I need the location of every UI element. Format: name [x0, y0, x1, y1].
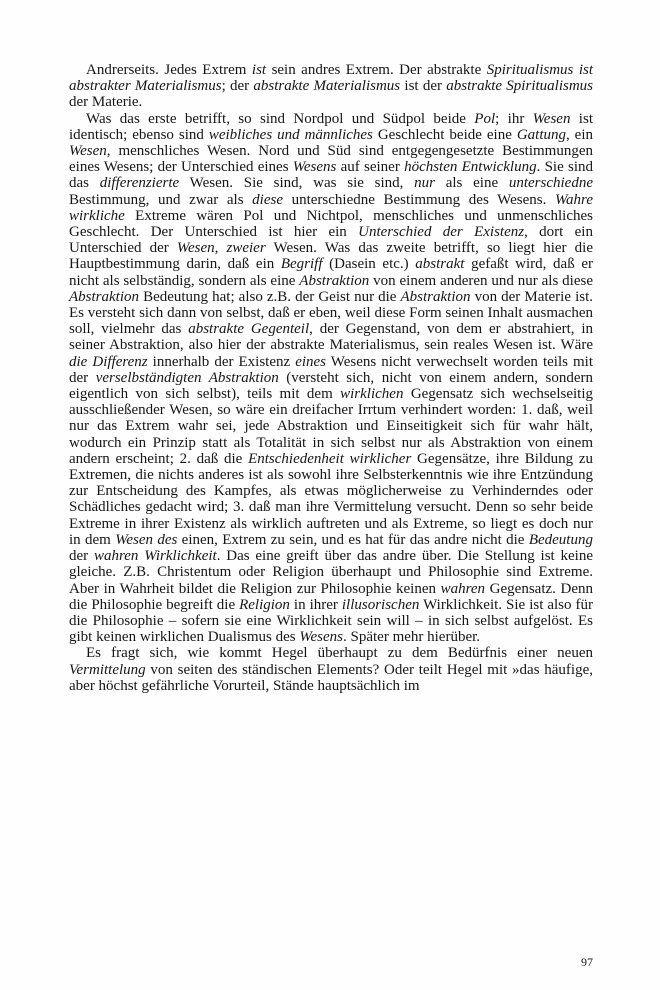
body-text-run: von einem anderen und nur als diese [369, 272, 593, 289]
body-text-run: Wirklichkeit. Sie ist also für die Philosophie – sofern sie eine Wirklichkeit sein will – in sich selbst aufgelöst. Es gibt keinen wirklichen Dualismus des [69, 596, 593, 646]
body-text-run: ; der [221, 78, 254, 95]
emphasized-text: Wesen, zweier [176, 240, 266, 257]
body-text-run: Geschlecht beide eine [372, 126, 517, 143]
emphasized-text: Wesens [299, 629, 343, 646]
body-text-run: ist identisch; ebenso sind [69, 110, 593, 143]
emphasized-text: verselbständigten Abstraktion [95, 369, 279, 386]
paragraph [69, 62, 593, 111]
body-text-run: Was das erste betrifft, so sind Nordpol und Südpol beide [86, 110, 475, 127]
emphasized-text: abstrakte Gegenteil [188, 321, 310, 338]
emphasized-text: differenzierte [99, 175, 180, 192]
body-text-run: auf seiner [336, 159, 405, 176]
emphasized-text: Vermittelung [69, 661, 146, 678]
emphasized-text: wahren [440, 580, 486, 597]
body-text-run: Gegensatz sich wechselseitig ausschließender Wesen, so wäre ein dreifacher Irrtum verhindert worden: 1. daß, weil nur das Extrem wahr sei, jede Abstraktion und Einseitigkeit sich für wahr hält, wodurch ein Prinzip statt als Totalität in sich selbst nur als Abstraktion von einem andern erscheint; 2. daß die [69, 386, 593, 467]
paragraph [69, 111, 593, 646]
body-text-run: der [69, 548, 94, 565]
body-text-run: innerhalb der Existenz [147, 353, 296, 370]
body-text-run: sein andres Extrem. Der abstrakte [266, 62, 487, 78]
body-text-run: Gegensatz. Denn die Philosophie begreift die [69, 580, 593, 613]
body-text-run: , menschliches Wesen. Nord und Süd sind entgegengesetzte Bestimmungen eines Wesens; der Unterschied eines [69, 143, 593, 176]
body-text-run: Andrerseits. Jedes Extrem [86, 62, 252, 78]
body-text-run: ; ihr [495, 110, 533, 127]
emphasized-text: unterschiedne [508, 175, 593, 192]
emphasized-text: Wahre wirkliche [69, 191, 593, 224]
emphasized-text: abstrakt [415, 256, 465, 273]
emphasized-text: illusorischen [341, 596, 420, 613]
body-text-run: gefaßt wird, daß er nicht als selbständig, sondern als eine [69, 256, 593, 289]
emphasized-text: eines [295, 353, 327, 370]
emphasized-text: Wesens [292, 159, 337, 176]
body-text-run: , dort ein Unterschied der [69, 224, 593, 257]
emphasized-text: wirklichen [340, 386, 404, 403]
body-text-run: Wesens nicht verwechselt worden teils mit der [69, 353, 593, 386]
emphasized-text: abstrakte Materialismus [253, 78, 401, 95]
body-text-run: Gegensätze, ihre Bildung zu Extremen, die nichts anderes ist als sowohl ihre Selbsterkenntnis wie ihre Entzündung zur Entscheidung des Kampfes, als etwas möglicherweise zu Verhinderndes oder Schädliches gedacht wird; 3. daß man ihre Vermittelung versucht. Denn so sehr beide Extreme in ihrer Existenz als wirklich auftreten und als Extreme, so liegt es doch nur in dem [69, 450, 593, 548]
emphasized-text: Wesen [532, 110, 571, 127]
body-text-run: Wesen. Sie sind, was sie sind, [179, 175, 415, 192]
body-text-run: (versteht sich, nicht von einem andern, sondern eigentlich von sich selbst), teils mit dem [69, 369, 593, 403]
emphasized-text: Entschiedenheit wirklicher [248, 450, 412, 467]
body-text-run: . Das eine greift über das andre über. Die Stellung ist keine gleiche. Z.B. Christentum oder Religion überhaupt und Philosophie sind Extreme. Aber in Wahrheit bildet die Religion zur Philosophie keinen [69, 548, 593, 597]
body-text-run: als eine [434, 175, 509, 192]
emphasized-text: Abstraktion [299, 272, 370, 289]
emphasized-text: abstrakte Spiritualismus [446, 78, 593, 95]
emphasized-text: Begriff [280, 256, 323, 273]
emphasized-text: Wesen [69, 143, 107, 160]
body-text-run: (Dasein etc.) [322, 256, 416, 273]
emphasized-text: Unterschied der Existenz [358, 224, 525, 241]
emphasized-text: nur [414, 175, 435, 192]
body-text-run: . Später mehr hierüber. [343, 629, 481, 646]
body-text-run: Bedeutung hat; also z.B. der Geist nur die [139, 288, 401, 305]
emphasized-text: weibliches und männliches [208, 126, 373, 143]
body-text-run: in ihrer [289, 596, 342, 613]
body-text-run: der Materie. [69, 94, 143, 111]
emphasized-text: die Differenz [69, 353, 148, 370]
body-text [69, 62, 593, 694]
emphasized-text: Religion [239, 596, 290, 613]
page-number: 97 [581, 955, 593, 969]
body-text-run: von seiten des ständischen Elements? Oder teilt Hegel mit »das häufige, aber höchst gefährliche Vorurteil, Stände hauptsächlich im [69, 661, 593, 694]
body-text-run: von der Materie ist. Es versteht sich dann von selbst, daß er eben, weil diese Form seinen Inhalt ausmachen soll, vielmehr das [69, 288, 593, 338]
emphasized-text: wahren Wirklichkeit [93, 548, 217, 565]
emphasized-text: Gattung [516, 126, 566, 143]
emphasized-text: Wesen des [115, 531, 178, 548]
emphasized-text: Abstraktion [69, 288, 139, 305]
body-text-run: Wesen. Was das zweite betrifft, so liegt hier die Hauptbestimmung darin, daß ein [69, 240, 593, 273]
paragraph [69, 645, 593, 694]
emphasized-text: Abstraktion [400, 288, 471, 305]
body-text-run: Bestimmung, und zwar als [69, 191, 253, 208]
body-text-run: Es fragt sich, wie kommt Hegel überhaupt zu dem Bedürfnis einer neuen [86, 645, 593, 662]
body-text-run: . Sie sind das [69, 159, 593, 192]
body-text-run: ist der [400, 78, 447, 95]
emphasized-text: Spiritualismus ist abstrakter Materialismus [69, 62, 593, 95]
body-text-run: einen, Extrem zu sein, und es hat für das andre nicht die [177, 531, 529, 548]
emphasized-text: Bedeutung [528, 531, 593, 548]
body-text-run: , ein [565, 126, 594, 143]
emphasized-text: höchsten Entwicklung [404, 159, 537, 176]
body-text-run: unterschiedne Bestimmung des Wesens. [283, 191, 555, 208]
body-text-run: , der Gegenstand, von dem er abstrahiert, in seiner Abstraktion, also hier der abstrakte Materialismus, sein reales Wesen ist. Wäre [69, 321, 594, 354]
emphasized-text: diese [252, 191, 283, 208]
emphasized-text: ist [251, 62, 267, 78]
emphasized-text: Pol [474, 110, 496, 127]
body-text-run: Extreme wären Pol und Nichtpol, menschliches und unmenschliches Geschlecht. Der Unterschied ist hier ein [69, 207, 593, 241]
